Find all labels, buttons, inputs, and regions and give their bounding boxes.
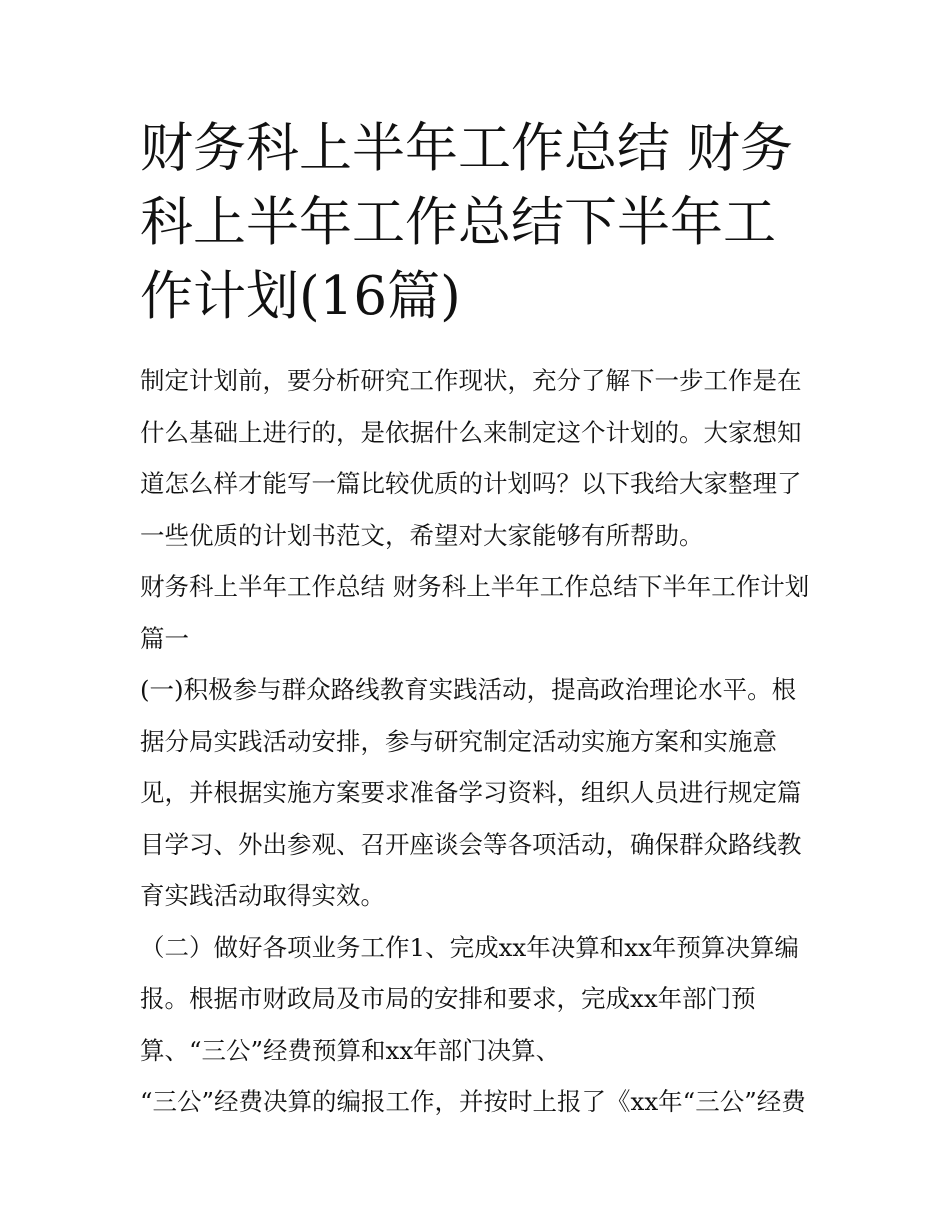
intro-paragraph: 制定计划前，要分析研究工作现状，充分了解下一步工作是在什么基础上进行的，是依据什么来制定这个计划的。大家想知道怎么样才能写一篇比较优质的计划吗？以下我给大家整理了一些优质的计划书范文，希望对大家能够有所帮助。 <box>140 366 802 550</box>
body-paragraph: （二）做好各项业务工作1、完成xx年决算和xx年预算决算编报。根据市财政局及市局的安排和要求，完成xx年部门预算、“三公”经费预算和xx年部门决算、 <box>140 932 799 1065</box>
document-title: 财务科上半年工作总结 财务科上半年工作总结下半年工作计划(16篇) <box>140 118 793 327</box>
body-paragraph: “三公”经费决算的编报工作，并按时上报了《xx年“三公”经费 <box>140 1087 806 1116</box>
section-heading: 财务科上半年工作总结 财务科上半年工作总结下半年工作计划篇一 <box>140 572 810 653</box>
body-paragraph: (一)积极参与群众路线教育实践活动，提高政治理论水平。根据分局实践活动安排，参与研究制定活动实施方案和实施意见，并根据实施方案要求准备学习资料，组织人员进行规定篇目学习、外出参观、召开座谈会等各项活动，确保群众路线教育实践活动取得实效。 <box>140 675 802 910</box>
document-body <box>140 355 820 1128</box>
